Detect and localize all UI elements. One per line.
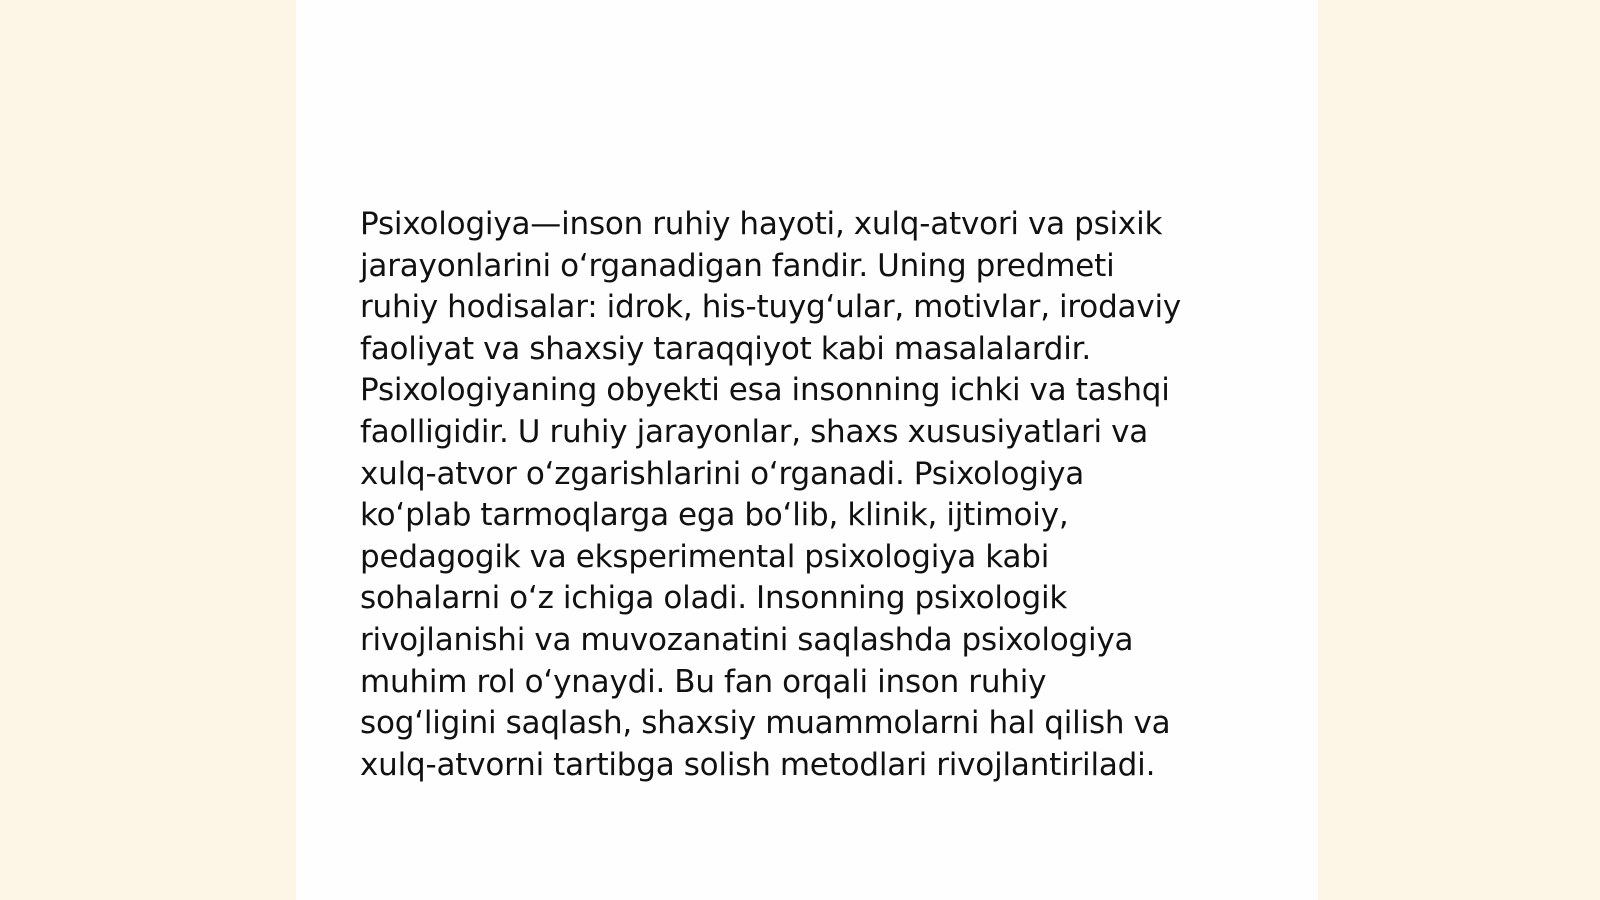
paragraph-line-7: xulq-atvor o‘zgarishlarini o‘rganadi. Psixologiya [360, 455, 1085, 492]
paragraph-line-10: sohalarni o‘z ichiga oladi. Insonning psixologik [360, 580, 1068, 617]
paragraph-line-9: pedagogik va eksperimental psixologiya kabi [360, 538, 1050, 575]
paragraph-line-3: ruhiy hodisalar: idrok, his-tuyg‘ular, motivlar, irodaviy [360, 289, 1182, 326]
document-page [296, 0, 1318, 900]
paragraph-line-13: sog‘ligini saqlash, shaxsiy muammolarni hal qilish va [360, 705, 1171, 742]
paragraph-line-12: muhim rol o‘ynaydi. Bu fan orqali inson ruhiy [360, 663, 1047, 700]
paragraph-line-11: rivojlanishi va muvozanatini saqlashda psixologiya [360, 621, 1134, 658]
paragraph-line-14: xulq-atvorni tartibga solish metodlari rivojlantiriladi. [360, 746, 1156, 783]
paragraph-line-4: faoliyat va shaxsiy taraqqiyot kabi masalalardir. [360, 330, 1091, 367]
paragraph-line-8: ko‘plab tarmoqlarga ega bo‘lib, klinik, ijtimoiy, [360, 497, 1069, 534]
body-paragraph [360, 204, 1240, 786]
paragraph-line-6: faolligidir. U ruhiy jarayonlar, shaxs xususiyatlari va [360, 413, 1149, 450]
paragraph-line-2: jarayonlarini o‘rganadigan fandir. Uning predmeti [360, 247, 1115, 284]
paragraph-line-1: Psixologiya—inson ruhiy hayoti, xulq-atvori va psixik [360, 206, 1163, 242]
paragraph-line-5: Psixologiyaning obyekti esa insonning ichki va tashqi [360, 372, 1170, 409]
